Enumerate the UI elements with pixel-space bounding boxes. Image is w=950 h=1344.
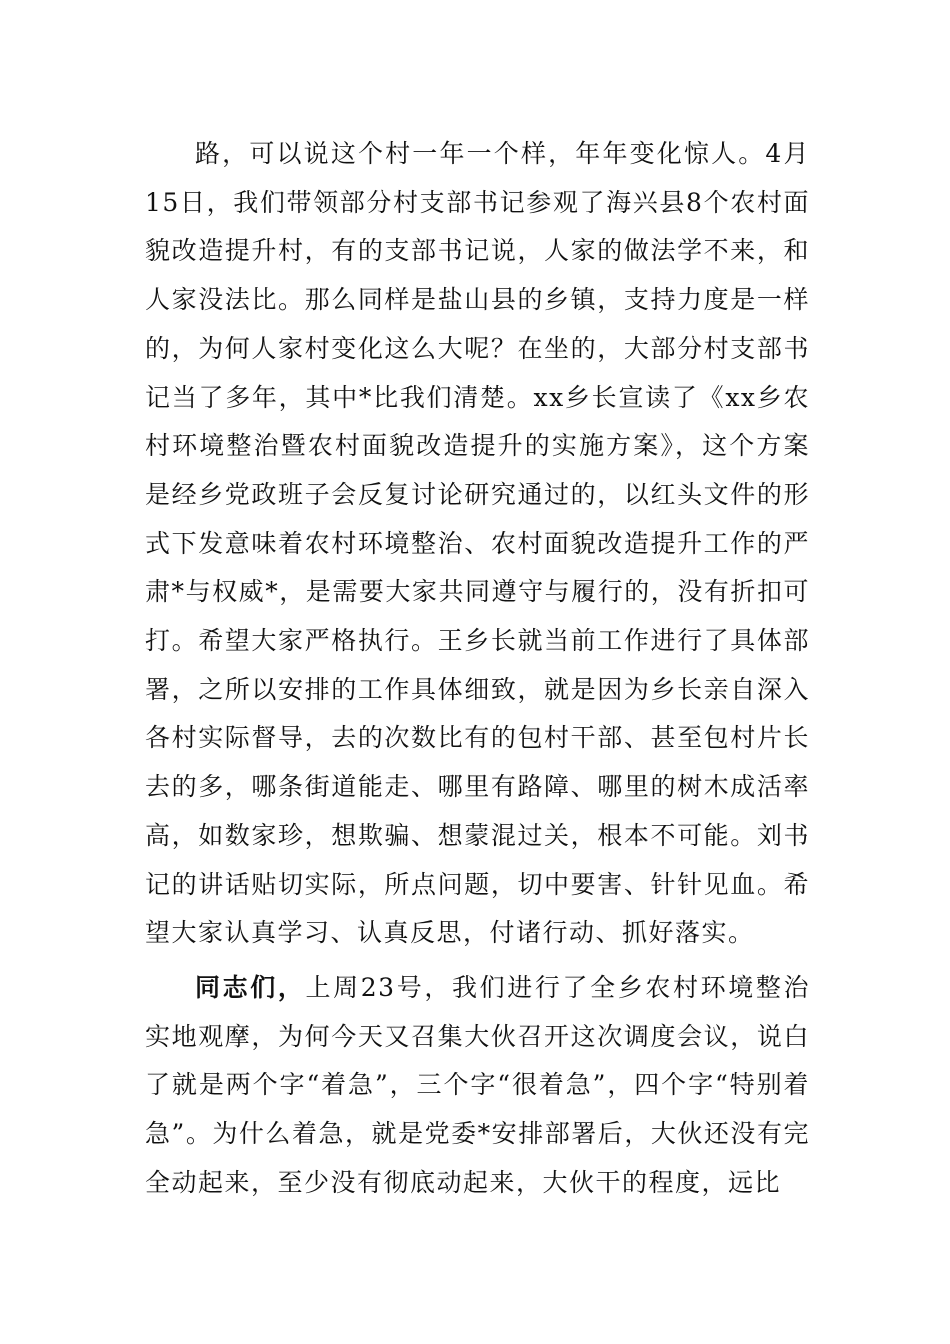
document-body (145, 130, 810, 1207)
paragraph-1 (145, 130, 810, 958)
paragraph-1-text: 路，可以说这个村一年一个样，年年变化惊人。4月15日，我们带领部分村支部书记参观了海兴县8个农村面貌改造提升村，有的支部书记说，人家的做法学不来，和人家没法比。那么同样是盐山县的乡镇，支持力度是一样的，为何人家村变化这么大呢？在坐的，大部分村支部书记当了多年，其中*比我们清楚。xx乡长宣读了《xx乡农村环境整治暨农村面貌改造提升的实施方案》，这个方案是经乡党政班子会反复讨论研究通过的，以红头文件的形式下发意味着农村环境整治、农村面貌改造提升工作的严肃*与权威*，是需要大家共同遵守与履行的，没有折扣可打。希望大家严格执行。王乡长就当前工作进行了具体部署，之所以安排的工作具体细致，就是因为乡长亲自深入各村实际督导，去的次数比有的包村干部、甚至包村片长去的多，哪条街道能走、哪里有路障、哪里的树木成活率高，如数家珍，想欺骗、想蒙混过关，根本不可能。刘书记的讲话贴切实际，所点问题，切中要害、针针见血。希望大家认真学习、认真反思，付诸行动、抓好落实。 (145, 139, 810, 948)
paragraph-2 (145, 964, 810, 1208)
paragraph-2-text: 上周23号，我们进行了全乡农村环境整治实地观摩，为何今天又召集大伙召开这次调度会议，说白了就是两个字“着急”，三个字“很着急”，四个字“特别着急”。为什么着急，就是党委*安排部署后，大伙还没有完全动起来，至少没有彻底动起来，大伙干的程度，远比 (145, 972, 810, 1197)
paragraph-2-lead: 同志们， (195, 972, 306, 1002)
